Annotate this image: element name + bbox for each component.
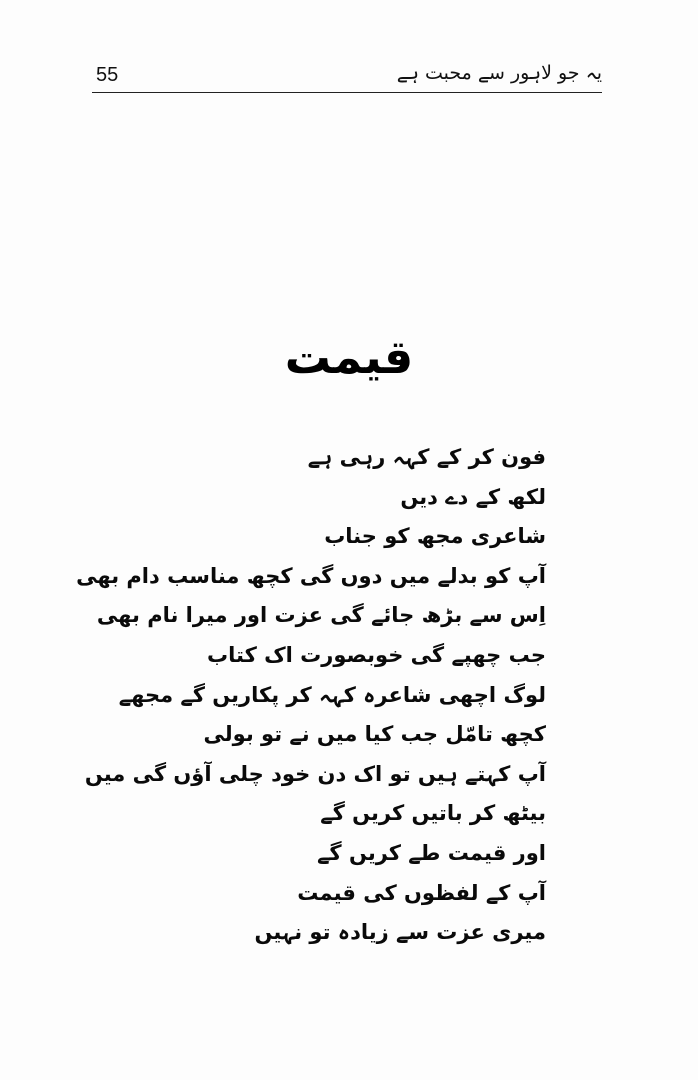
poem-line: لوگ اچھی شاعرہ کہہ کر پکاریں گے مجھے (118, 682, 546, 707)
poem-line: جب چھپے گی خوبصورت اک کتاب (207, 642, 546, 667)
poem-line: لکھ کے دے دیں (400, 484, 546, 509)
poem-line: میری عزت سے زیادہ تو نہیں (254, 920, 546, 945)
poem-line: شاعری مجھ کو جناب (324, 524, 546, 549)
poem-line: آپ کو بدلے میں دوں گی کچھ مناسب دام بھی (76, 563, 546, 588)
poem-line: آپ کہتے ہیں تو اک دن خود چلی آؤں گی میں (84, 761, 546, 786)
poem-line: فون کر کے کہہ رہی ہے (307, 445, 546, 469)
poem-line: اِس سے بڑھ جائے گی عزت اور میرا نام بھی (96, 603, 546, 628)
poem-body (76, 438, 546, 953)
book-title: یہ جو لاہور سے محبت ہے (396, 62, 602, 84)
running-header (92, 58, 602, 93)
poem-line: آپ کے لفظوں کی قیمت (297, 880, 546, 905)
poem-line: کچھ تامّل جب کیا میں نے تو بولی (203, 722, 546, 747)
page-number: 55 (96, 64, 119, 86)
poem-line: بیٹھ کر باتیں کریں گے (320, 801, 546, 826)
poem-title: قیمت (284, 330, 414, 384)
poem-line: اور قیمت طے کریں گے (317, 840, 546, 865)
